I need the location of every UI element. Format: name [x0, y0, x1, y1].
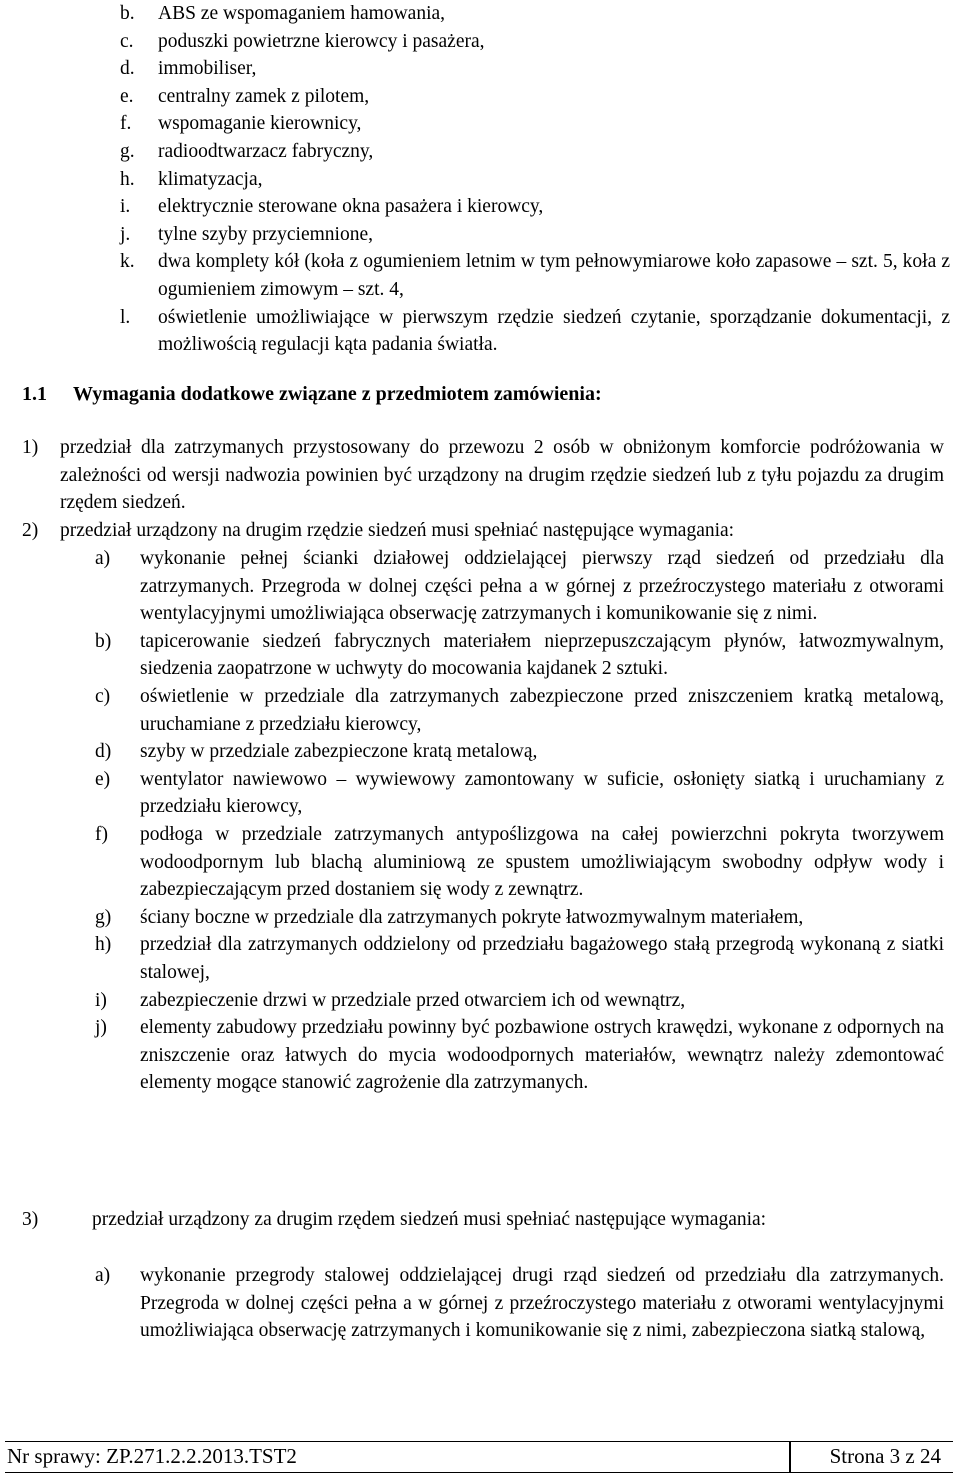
list-marker: b)	[95, 630, 112, 652]
list-marker: i.	[120, 196, 131, 218]
list-item-text: zabezpieczenie drzwi w przedziale przed otwarciem ich od wewnątrz,	[140, 989, 686, 1011]
list-item-text: immobiliser,	[158, 58, 257, 80]
list-item-text: oświetlenie w przedziale dla zatrzymanych zabezpieczone przed zniszczeniem kratką metalową, uruchamiane z przedziału kierowcy,	[140, 685, 944, 735]
list-item-text: oświetlenie umożliwiające w pierwszym rzędzie siedzeń czytanie, sporządzanie dokumentacji, z możliwością regulacji kąta padania światła.	[158, 306, 950, 356]
list-marker: c.	[120, 30, 134, 52]
list-marker: f)	[95, 823, 108, 845]
list-item	[95, 1014, 944, 1097]
list-item-text: tylne szyby przyciemnione,	[158, 223, 373, 245]
list-item	[120, 55, 950, 83]
list-item	[120, 83, 950, 111]
list-marker: g.	[120, 140, 135, 162]
list-marker: j)	[95, 1017, 107, 1039]
requirement-1	[22, 434, 944, 517]
requirement-text: przedział urządzony za drugim rzędem siedzeń musi spełniać następujące wymagania:	[92, 1209, 767, 1230]
requirement-text: przedział dla zatrzymanych przystosowany do przewozu 2 osób w obniżonym komforcie podróżowania w zależności od wersji nadwozia powinien być urządzony na drugim rzędzie siedzeń lub z tyłu pojazdu za drugim rzędem siedzeń.	[60, 437, 944, 514]
list-item	[95, 766, 944, 821]
list-item	[95, 683, 944, 738]
list-item-text: wentylator nawiewowo – wywiewowy zamontowany w suficie, osłonięty siatką i uruchamiany z przedziału kierowcy,	[140, 768, 944, 818]
list-item	[95, 1262, 944, 1345]
page-footer	[5, 1441, 953, 1473]
requirement-2-items	[95, 545, 944, 1097]
requirement-3-items	[95, 1262, 944, 1345]
requirement-marker: 3)	[22, 1209, 39, 1230]
list-item-text: wykonanie pełnej ścianki działowej oddzielającej pierwszy rząd siedzeń od przedziału dla zatrzymanych. Przegroda w dolnej części pełna a w górnej z przeźroczystego materiału z otworami wentylacyjnymi umożliwiająca obserwację zatrzymanych i komunikowanie się z nimi.	[140, 548, 944, 625]
list-item-text: centralny zamek z pilotem,	[158, 85, 370, 107]
list-marker: g)	[95, 906, 112, 928]
list-marker: f.	[120, 113, 132, 135]
page-number: Strona 3 z 24	[829, 1444, 941, 1468]
list-marker: a)	[95, 1265, 111, 1286]
list-item	[120, 221, 950, 249]
list-marker: k.	[120, 251, 135, 273]
section-title: Wymagania dodatkowe związane z przedmiotem zamówienia:	[73, 383, 602, 405]
list-item	[95, 545, 944, 628]
case-number: Nr sprawy: ZP.271.2.2.2013.TST2	[7, 1444, 297, 1468]
list-item	[120, 193, 950, 221]
list-item-text: ABS ze wspomaganiem hamowania,	[158, 3, 446, 24]
list-item	[95, 904, 944, 932]
list-item	[120, 110, 950, 138]
list-item	[120, 28, 950, 56]
list-item-text: ściany boczne w przedziale dla zatrzymanych pokryte łatwozmywalnym materiałem,	[140, 906, 804, 928]
list-item-text: podłoga w przedziale zatrzymanych antypoślizgowa na całej powierzchni pokryta tworzywem wodoodpornym lub blachą aluminiową ze spustem umożliwiającym swobodny odpływ wody i zabezpieczającym przed dostaniem się wody z zewnątrz.	[140, 823, 944, 901]
list-item-text: poduszki powietrzne kierowcy i pasażera,	[158, 30, 485, 52]
list-item-text: dwa komplety kół (koła z ogumieniem letnim w tym pełnowymiarowe koło zapasowe – szt. 5, koła z ogumieniem zimowym – szt. 4,	[158, 251, 950, 300]
list-item	[120, 138, 950, 166]
list-item-text: tapicerowanie siedzeń fabrycznych materiałem nieprzepuszczającym płynów, łatwozmywalnym, siedzenia zaopatrzone w uchwyty do mocowania kajdanek 2 sztuki.	[140, 630, 944, 680]
list-marker: e.	[120, 85, 134, 107]
list-item	[120, 0, 950, 28]
list-marker: d.	[120, 58, 135, 80]
list-marker: h)	[95, 934, 112, 956]
list-item-text: szyby w przedziale zabezpieczone kratą metalową,	[140, 741, 538, 763]
list-marker: i)	[95, 989, 107, 1011]
list-marker: d)	[95, 741, 112, 763]
list-item	[95, 987, 944, 1015]
list-item-text: elektrycznie sterowane okna pasażera i kierowcy,	[158, 196, 544, 218]
list-marker: c)	[95, 685, 111, 707]
requirement-3	[22, 1206, 944, 1234]
equipment-list	[120, 0, 950, 359]
list-item-text: przedział dla zatrzymanych oddzielony od przedziału bagażowego stałą przegrodą wykonaną z siatki stalowej,	[140, 934, 944, 983]
list-marker: e)	[95, 768, 111, 790]
list-item	[95, 628, 944, 683]
requirement-marker: 1)	[22, 437, 39, 458]
list-item	[95, 738, 944, 766]
list-item	[95, 821, 944, 904]
requirement-text: przedział urządzony na drugim rzędzie siedzeń musi spełniać następujące wymagania:	[60, 520, 735, 541]
requirement-2	[22, 517, 944, 545]
list-marker: a)	[95, 548, 111, 569]
list-item-text: wspomaganie kierownicy,	[158, 113, 362, 135]
list-item	[95, 931, 944, 986]
list-item-text: wykonanie przegrody stalowej oddzielającej drugi rząd siedzeń od przedziału dla zatrzymanych. Przegroda w dolnej części pełna a w górnej z przeźroczystego materiału z otworami wentylacyjnymi umożliwiająca obserwację zatrzymanych i komunikowanie się z nimi, zabezpieczona siatką stalową,	[140, 1265, 944, 1342]
list-marker: b.	[120, 3, 135, 24]
list-item-text: radioodtwarzacz fabryczny,	[158, 140, 374, 162]
list-item	[120, 166, 950, 194]
list-marker: h.	[120, 168, 135, 190]
footer-divider	[789, 1442, 791, 1472]
requirement-marker: 2)	[22, 520, 39, 541]
list-marker: j.	[120, 223, 131, 245]
list-marker: l.	[120, 306, 131, 328]
list-item	[120, 304, 950, 359]
section-number: 1.1	[22, 383, 47, 405]
list-item	[120, 248, 950, 303]
list-item-text: klimatyzacja,	[158, 168, 263, 190]
list-item-text: elementy zabudowy przedziału powinny być pozbawione ostrych krawędzi, wykonane z odpornych na zniszczenie oraz łatwych do mycia wodoodpornych materiałów, wewnątrz należy zdemontować elementy mogące stanowić zagrożenie dla zatrzymanych.	[140, 1017, 944, 1094]
